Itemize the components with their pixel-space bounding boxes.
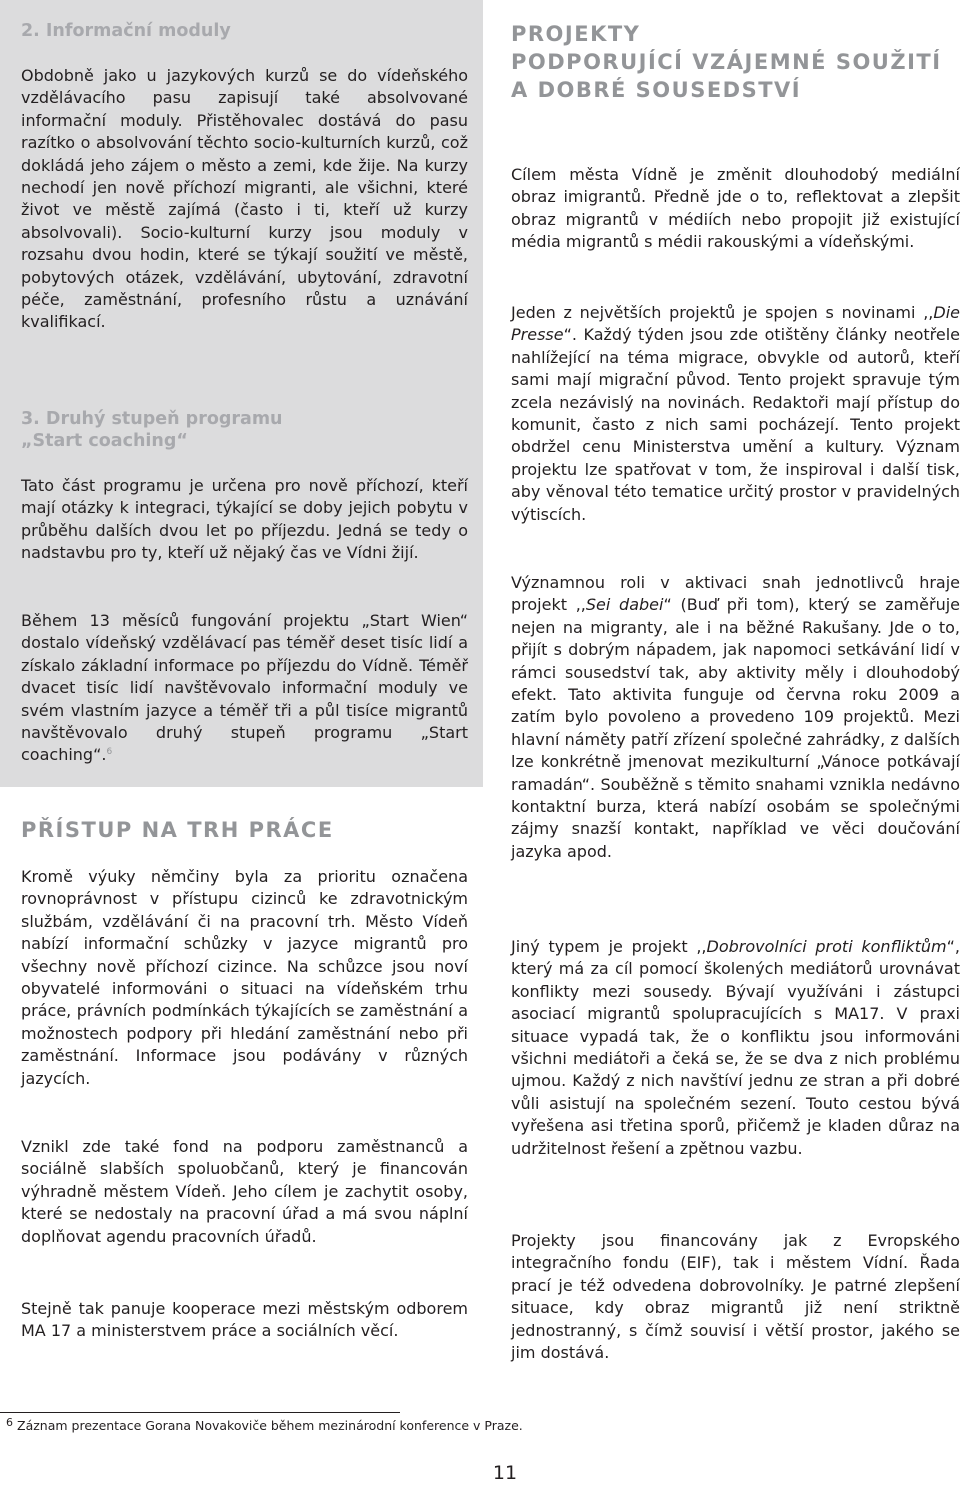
projects-heading-line1: PROJEKTY — [511, 22, 641, 46]
projects-paragraph-4 — [511, 936, 960, 1160]
projects-paragraph-3-text-a: Významnou roli v aktivaci snah jednotlivců hraje projekt ,, — [511, 573, 960, 615]
section-2-heading: 2. Informační moduly — [21, 21, 231, 41]
projects-paragraph-3-text-b: “ (Buď při tom), který se zaměřuje nejen na migranty, ale i na běžné Rakušany. Jde o to, přijít s dobrým nápadem, jak napomoci setkávání lidí v rámci sousedství tak, aby aktivity měly i dlouhodobý efekt. Tato aktivita funguje od června roku 2009 a zatím bylo povoleno a provedeno 109 projektů. Mezi hlavní náměty patří zřízení společné zahrádky, z dalších lze konkrétně jmenovat mezikulturní „Vánoce potkávají ramadán“. Souběžně s těmito snahami vznikla nedávno kontaktní burza, která nabízí osobám se společnými zájmy snazší kontakt, například ve věci doučování jazyka apod. — [511, 595, 960, 861]
projects-heading — [511, 20, 942, 104]
sei-dabei-title: Sei dabei — [585, 595, 664, 615]
section-3-heading — [21, 408, 283, 452]
projects-paragraph-2 — [511, 302, 960, 526]
dobrovolnici-title: Dobrovolníci proti konfliktům — [706, 937, 947, 956]
projects-paragraph-1: Cílem města Vídně je změnit dlouhodobý mediální obraz imigrantů. Předně jde o to, reflektovat a zlepšit obraz migrantů v médiích nebo propojit již existující média migrantů s médii rakouskými a vídeňskými. — [511, 165, 960, 252]
section-3-paragraph-2-text: Během 13 měsíců fungování projektu „Start Wien“ dostalo vídeňský vzdělávací pas téměř deset tisíc lidí a získalo základní informace po příjezdu do Vídně. Téměř dvacet tisíc lidí navštěvovalo informační moduly ve svém vlastním jazyce a téměř tři a půl tisíce migrantů navštěvovalo druhý stupeň programu „Start coaching“. — [21, 611, 468, 765]
labor-paragraph-2: Vznikl zde také fond na podporu zaměstnanců a sociálně slabších spoluobčanů, který je financován výhradně městem Vídeň. Jeho cílem je zachytit osoby, které se nedostaly na pracovní úřad a má svou náplní doplňovat agendu pracovních úřadů. — [21, 1137, 468, 1246]
labor-paragraph-1: Kromě výuky němčiny byla za prioritu označena rovnoprávnost v přístupu cizinců ke zdravotnickým službám, vzdělávání či na pracovní trh. Město Vídeň nabízí informační schůzky v jazyce migrantů pro všechny nově příchozí cizince. Na schůzce jsou noví obyvatelé informováni o situaci na vídeňském trhu práce, právních podmínkách týkajících se zaměstnání a možnostech podpory při hledání zaměstnání nebo při zaměstnání. Informace jsou podávány v různých jazycích. — [21, 867, 468, 1088]
section-3-heading-line2: „Start coaching“ — [21, 431, 188, 451]
footnote-text: Záznam prezentace Gorana Novakoviče během mezinárodní konference v Praze. — [17, 1418, 523, 1433]
section-3-paragraph-1: Tato část programu je určena pro nově příchozí, kteří mají otázky k integraci, týkající se doby jejich pobytu v průběhu dalších dvou let po příjezdu. Jedná se tedy o nadstavbu pro ty, kteří už nějaký čas ve Vídni žijí. — [21, 476, 468, 563]
projects-paragraph-3 — [511, 572, 960, 863]
footnote-divider — [0, 1412, 400, 1413]
footnote — [6, 1416, 523, 1433]
projects-heading-line3: A DOBRÉ SOUSEDSTVÍ — [511, 78, 802, 102]
projects-paragraph-5: Projekty jsou financovány jak z Evropského integračního fondu (EIF), tak i městem Vídní. Řada prací je též odvedena dobrovolníky. Je patrné zlepšení situace, kdy obraz migrantů již není striktně jednostranný, s čímž souvisí i větší prostor, jakého se jim dostává. — [511, 1231, 960, 1363]
page-number: 11 — [492, 1462, 518, 1484]
projects-paragraph-4-text-b: “, který má za cíl pomocí školených mediátorů urovnávat konflikty mezi sousedy. Bývají využíváni i zástupci asociací migrantů spolupracujících s MA17. V praxi situace vypadá tak, že o konfliktu jsou informováni všichni mediátoři a čeká se, že se dva z nich problému ujmou. Každý z nich navštíví jednu ze stran a při dobré vůli asistují na společném sezení. Touto cestou bývá vyřešena asi třetina sporů, přičemž je kladen důraz na udržitelnost řešení a zpětnou vazbu. — [511, 937, 960, 1158]
projects-heading-line2: PODPORUJÍCÍ VZÁJEMNÉ SOUŽITÍ — [511, 50, 942, 74]
labor-market-heading: PŘÍSTUP NA TRH PRÁCE — [21, 818, 334, 842]
footnote-number: 6 — [6, 1416, 13, 1429]
projects-paragraph-2-text-a: Jeden z největších projektů je spojen s novinami ,, — [511, 303, 934, 322]
section-3-paragraph-2 — [21, 610, 468, 767]
labor-paragraph-3: Stejně tak panuje kooperace mezi městským odborem MA 17 a ministerstvem práce a sociálních věcí. — [21, 1299, 468, 1341]
section-3-heading-line1: 3. Druhý stupeň programu — [21, 409, 283, 429]
footnote-reference: 6 — [106, 747, 113, 758]
projects-paragraph-4-text-a: Jiný typem je projekt ,, — [511, 937, 707, 956]
section-2-paragraph: Obdobně jako u jazykových kurzů se do vídeňského vzdělávacího pasu zapisují také absolvované informační moduly. Přistěhovalec dostává do pasu razítko o absolvování těchto socio-kulturních kurzů, což dokládá jeho zájem o město a zemi, kde žije. Na kurzy nechodí jen nově příchozí migranti, ale všichni, které život ve městě zajímá (často i ti, kteří už kurzy absolvovali). Socio-kulturní kurzy jsou moduly v rozsahu dvou hodin, které se týkají soužití ve městě, pobytových otázek, vzdělávání, ubytování, zdravotní péče, zaměstnání, profesního růstu a uznávání kvalifikací. — [21, 66, 468, 332]
projects-paragraph-2-text-b: “. Každý týden jsou zde otištěny články neotřele nahlížející na téma migrace, obvykle od autorů, kteří sami mají migrační původ. Tento projekt spravuje tým zcela nezávislý na novinách. Redaktoři mají přístup do komunit, často z nich sami pocházejí. Tento projekt obdržel cenu Ministerstva umění a kultury. Význam projektu lze spatřovat v tom, že inspiroval i další tisk, aby věnoval této tematice určitý prostor v pravidelných výtiscích. — [511, 325, 960, 524]
die-presse-title: Die Presse — [511, 303, 960, 345]
